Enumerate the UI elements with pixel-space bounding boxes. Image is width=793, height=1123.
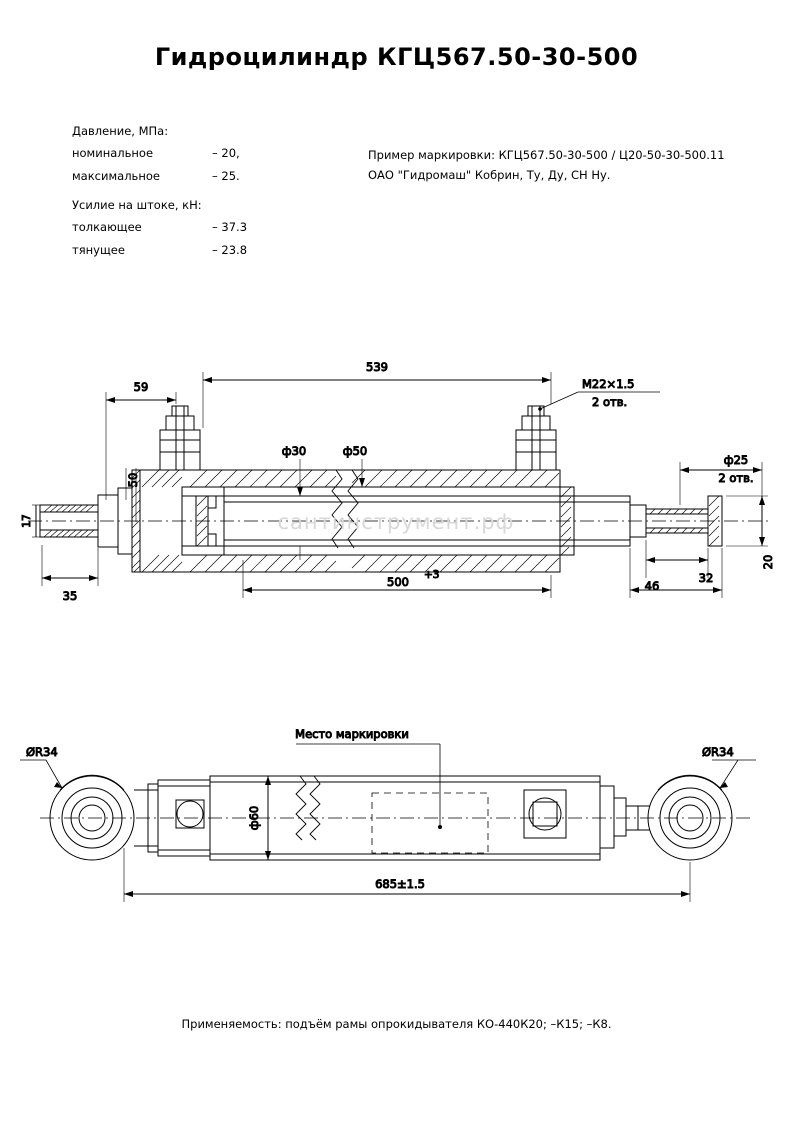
dim-bore-dia: ф50 bbox=[342, 444, 368, 458]
dim-35: 35 bbox=[62, 589, 78, 603]
marking-line-1: Пример маркировки: КГЦ567.50-30-500 / Ц20-50-30-500.11 bbox=[368, 148, 725, 162]
label-thread-count: 2 отв. bbox=[592, 395, 628, 409]
force-header: Усилие на штоке, кН: bbox=[72, 198, 202, 213]
spec-label: тянущее bbox=[72, 243, 125, 258]
dim-rod-dia: ф30 bbox=[281, 444, 307, 458]
spec-value: – 25. bbox=[212, 169, 240, 184]
spec-value: – 37.3 bbox=[212, 220, 248, 235]
page-title: Гидроцилиндр КГЦ567.50-30-500 bbox=[154, 43, 639, 71]
dim-20: 20 bbox=[761, 554, 775, 570]
dim-17: 17 bbox=[21, 514, 33, 528]
label-thread: M22×1.5 bbox=[582, 377, 635, 391]
dim-50: 50 bbox=[126, 472, 140, 488]
label-marking-place: Место маркировки bbox=[295, 727, 409, 741]
dim-eye-count: 2 отв. bbox=[718, 471, 754, 485]
dim-539: 539 bbox=[366, 360, 388, 374]
spec-value: – 20, bbox=[212, 146, 240, 161]
label-eye-left: ØR34 bbox=[26, 745, 58, 759]
applicability-note: Применяемость: подъём рамы опрокидывателя КО-440К20; –К15; –К8. bbox=[181, 1017, 612, 1031]
spec-label: толкающее bbox=[72, 220, 142, 235]
dim-body-dia: ф60 bbox=[247, 805, 261, 831]
spec-label: максимальное bbox=[72, 169, 160, 184]
watermark: сантинструмент.рф bbox=[277, 510, 515, 534]
spec-value: – 23.8 bbox=[212, 243, 248, 258]
spec-label: номинальное bbox=[72, 146, 154, 161]
dim-stroke-tol: +3 bbox=[424, 569, 440, 581]
label-eye-right: ØR34 bbox=[702, 745, 734, 759]
dim-overall: 685±1.5 bbox=[375, 877, 425, 891]
dim-eye-dia: ф25 bbox=[723, 453, 749, 467]
dim-46: 46 bbox=[644, 579, 660, 593]
marking-line-2: ОАО "Гидромаш" Кобрин, Ту, Ду, СН Ну. bbox=[368, 168, 611, 183]
pressure-header: Давление, МПа: bbox=[72, 124, 169, 138]
dim-32: 32 bbox=[698, 571, 714, 585]
dim-stroke: 500 bbox=[387, 575, 409, 589]
dim-59: 59 bbox=[133, 380, 149, 394]
